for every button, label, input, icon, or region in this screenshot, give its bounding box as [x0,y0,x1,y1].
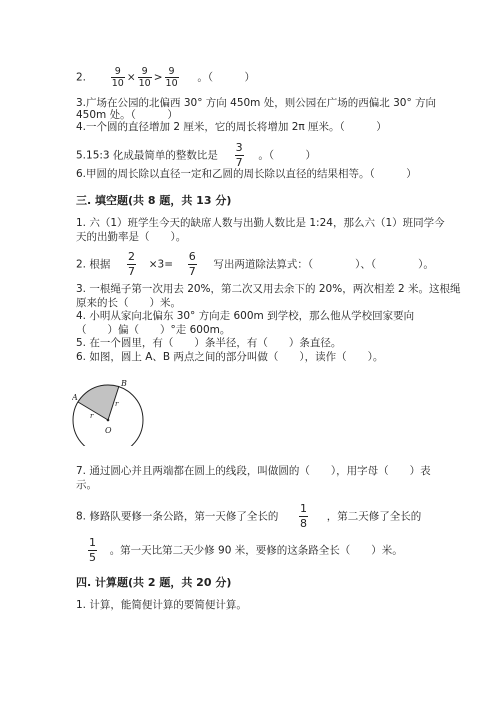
question-number: 2. [76,71,87,84]
fraction-2: $\frac{9}{10}$ [138,66,151,89]
label-r-right: r [115,400,119,408]
times-sign: × [126,71,136,84]
fill-question-3-line1: 3. 一根绳子第一次用去 20%，第二次又用去余下的 20%，两次相差 2 米。这根绳 [76,283,461,295]
judge-question-4: 4.一个圆的直径增加 2 厘米，它的周长将增加 2π 厘米。（ ） [76,121,387,133]
center-point [107,419,110,422]
judge-question-5 [76,141,316,170]
multiply-expression: ×3= [148,258,174,271]
fill-question-3-line2: 原来的长（ ）米。 [76,297,181,309]
fill-question-8-line1 [76,502,421,531]
fill-question-7-line1: 7. 通过圆心并且两端都在圆上的线段，叫做圆的（ ），用字母（ ）表 [76,465,431,477]
answer-blanks: 写出两道除法算式：（ ）、（ ）。 [213,258,434,271]
fill-question-8-line2 [86,536,403,565]
question-text: 8. 修路队要修一条公路，第一天修了全长的 [76,510,279,523]
question-text: 5.15:3 化成最简单的整数比是 [76,149,218,162]
judge-question-3-line1: 3.广场在公园的北偏西 30° 方向 450m 处，则公园在广场的西偏北 30° 方向 [76,97,437,109]
calc-question-1: 1. 计算，能简便计算的要简便计算。 [76,599,247,611]
fraction-3: $\frac{9}{10}$ [165,66,178,89]
question-text: 2. 根据 [76,258,111,271]
fill-question-1-line1: 1. 六（1）班学生今天的缺席人数与出勤人数比是 1:24，那么六（1）班同学今 [76,217,445,229]
judge-question-2 [76,66,255,89]
label-r-left: r [90,412,94,420]
fraction: $\frac{3}{7}$ [235,141,243,169]
fill-question-4-line2: （ ）偏（ ）°走 600m。 [76,324,231,336]
fraction-1: $\frac{2}{7}$ [128,250,136,278]
fraction-2: $\frac{1}{5}$ [89,536,96,564]
label-a: A [72,393,78,402]
question-text-tail: 。第一天比第二天少修 90 米，要修的这条路全长（ ）米。 [109,544,403,557]
section-title-fill-in: 三. 填空题(共 8 题，共 13 分) [76,194,232,207]
fill-question-2 [76,250,434,279]
fraction-1: $\frac{9}{10}$ [111,66,124,89]
answer-blank: 。（ ） [258,149,317,162]
fill-question-5: 5. 在一个圆里，有（ ）条半径，有（ ）条直径。 [76,337,342,349]
fraction-2: $\frac{6}{7}$ [188,250,196,278]
question-text-middle: ，第二天修了全长的 [326,510,422,523]
fill-question-1-line2: 天的出勤率是（ ）。 [76,231,187,243]
section-title-calculation: 四. 计算题(共 2 题，共 20 分) [76,576,232,589]
fill-question-4-line1: 4. 小明从家向北偏东 30° 方向走 600m 到学校，那么他从学校回家要向 [76,310,415,322]
fraction-1: $\frac{1}{8}$ [300,502,308,530]
judge-question-3-line2: 450m 处。（ ） [76,109,178,121]
greater-sign: > [153,71,163,84]
fill-question-6: 6. 如图，圆上 A、B 两点之间的部分叫做（ ），读作（ ）。 [76,351,384,363]
label-o: O [105,426,112,435]
judge-question-6: 6.甲圆的周长除以直径一定和乙圆的周长除以直径的结果相等。（ ） [76,168,417,180]
answer-blank: 。（ ） [197,71,256,84]
label-b: B [121,379,127,388]
circle-figure [72,378,146,446]
fill-question-7-line2: 示。 [76,479,97,491]
